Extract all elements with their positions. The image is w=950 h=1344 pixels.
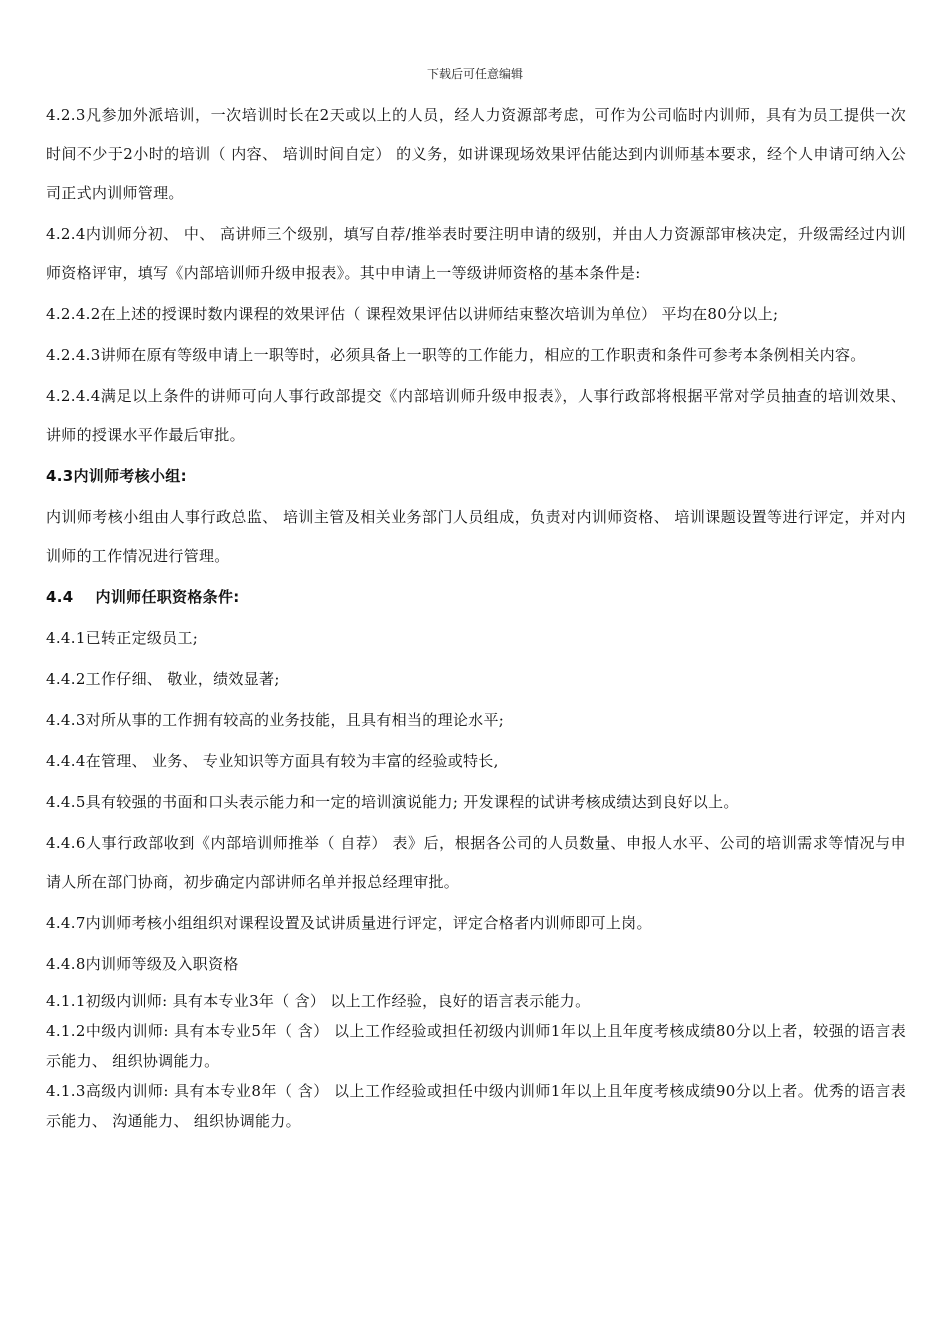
paragraph-4-4-8: 4.4.8内训师等级及入职资格 — [46, 955, 239, 973]
paragraph-4-4-7: 4.4.7内训师考核小组组织对课程设置及试讲质量进行评定，评定合格者内训师即可上岗。 — [46, 914, 652, 932]
document-body — [46, 96, 906, 1136]
paragraph-4-4-6: 4.4.6人事行政部收到《内部培训师推举（ 自荐） 表》后，根据各公司的人员数量、申报人水平、公司的培训需求等情况与申请人所在部门协商，初步确定内部讲师名单并报总经理审批。 — [46, 834, 906, 891]
paragraph-4-4-4: 4.4.4在管理、 业务、 专业知识等方面具有较为丰富的经验或特长, — [46, 752, 499, 770]
paragraph-4-2-4-4: 4.2.4.4满足以上条件的讲师可向人事行政部提交《内部培训师升级申报表》，人事行政部将根据平常对学员抽查的培训效果、 讲师的授课水平作最后审批。 — [46, 387, 906, 444]
paragraph-review-team: 内训师考核小组由人事行政总监、 培训主管及相关业务部门人员组成，负责对内训师资格、 培训课题设置等进行评定，并对内训师的工作情况进行管理。 — [46, 508, 906, 565]
paragraph-4-2-3: 4.2.3凡参加外派培训，一次培训时长在2天或以上的人员，经人力资源部考虑，可作为公司临时内训师，具有为员工提供一次时间不少于2小时的培训（ 内容、 培训时间自定） 的义务，如讲课现场效果评估能达到内训师基本要求，经个人申请可纳入公司正式内训师管理。 — [46, 106, 906, 202]
page-header: 下载后可任意编辑 — [426, 67, 523, 81]
paragraph-4-4-5: 4.4.5具有较强的书面和口头表示能力和一定的培训演说能力; 开发课程的试讲考核成绩达到良好以上。 — [46, 793, 739, 811]
paragraph-junior-trainer: 4.1.1初级内训师: 具有本专业3年（ 含） 以上工作经验，良好的语言表示能力。 — [46, 992, 591, 1010]
paragraph-4-4-2: 4.4.2工作仔细、 敬业，绩效显著; — [46, 670, 280, 688]
paragraph-4-4-1: 4.4.1已转正定级员工; — [46, 629, 199, 647]
paragraph-senior-trainer: 4.1.3高级内训师: 具有本专业8年（ 含） 以上工作经验或担任中级内训师1年以上且年度考核成绩90分以上者。优秀的语言表示能力、 沟通能力、 组织协调能力。 — [46, 1082, 906, 1130]
paragraph-4-2-4-2: 4.2.4.2在上述的授课时数内课程的效果评估（ 课程效果评估以讲师结束整次培训为单位） 平均在80分以上; — [46, 305, 779, 323]
section-heading-4-3: 4.3内训师考核小组: — [46, 467, 187, 485]
paragraph-4-4-3: 4.4.3对所从事的工作拥有较高的业务技能，且具有相当的理论水平; — [46, 711, 505, 729]
paragraph-intermediate-trainer: 4.1.2中级内训师: 具有本专业5年（ 含） 以上工作经验或担任初级内训师1年以上且年度考核成绩80分以上者，较强的语言表示能力、 组织协调能力。 — [46, 1022, 906, 1070]
paragraph-4-2-4: 4.2.4内训师分初、 中、 高讲师三个级别，填写自荐/推举表时要注明申请的级别，并由人力资源部审核决定，升级需经过内训师资格评审，填写《内部培训师升级申报表》。其中申请上一等级讲师资格的基本条件是: — [46, 225, 906, 282]
paragraph-4-2-4-3: 4.2.4.3讲师在原有等级申请上一职等时，必须具备上一职等的工作能力，相应的工作职责和条件可参考本条例相关内容。 — [46, 346, 866, 364]
section-heading-4-4: 4.4 内训师任职资格条件: — [46, 588, 240, 606]
